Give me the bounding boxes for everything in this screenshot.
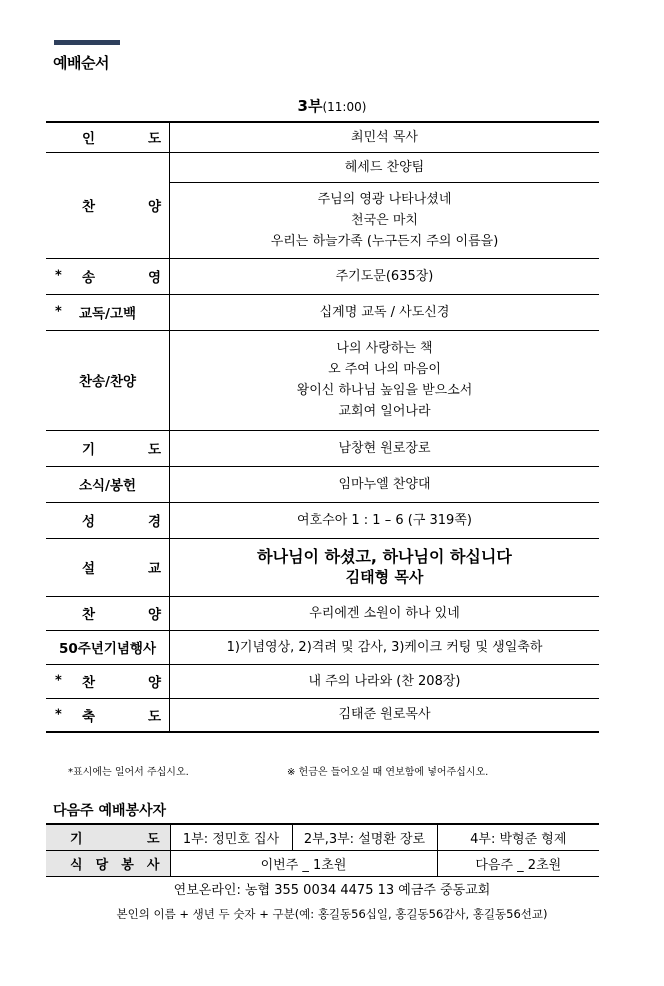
online-offering-account: 연보온라인: 농협 355 0034 4475 13 예금주 중동교회 <box>173 883 491 898</box>
order-label-char: 기 <box>82 442 96 458</box>
order-label-char: 교 <box>147 561 161 577</box>
order-label-char: 도 <box>147 442 161 458</box>
content-line: 천국은 마치 <box>351 212 418 228</box>
order-label <box>46 596 170 630</box>
order-label <box>46 466 170 502</box>
kitchen-this-week: 이번주 _ 1초원 <box>170 851 437 877</box>
order-row <box>46 122 599 152</box>
order-content <box>170 330 600 430</box>
content-line: 십계명 교독 / 사도신경 <box>319 304 450 320</box>
order-label <box>46 698 170 732</box>
content-line: 남창현 원로장로 <box>338 440 431 456</box>
order-label-char: 도 <box>147 708 161 725</box>
sermon-title: 하나님이 하셨고, 하나님이 하십니다 <box>257 547 512 566</box>
order-label-char: 경 <box>147 514 161 530</box>
prayer-row <box>46 824 599 851</box>
content-line: 여호수아 1 : 1 – 6 (구 319쪽) <box>297 512 472 528</box>
order-label <box>46 122 170 152</box>
content-line: 나의 사랑하는 책 <box>336 341 433 356</box>
order-label <box>46 664 170 698</box>
order-label-char: 축 <box>82 708 96 725</box>
order-content <box>170 596 600 630</box>
kitchen-label <box>46 851 170 877</box>
worship-order-table <box>46 121 599 733</box>
order-content <box>170 698 600 732</box>
order-content <box>170 182 600 258</box>
content-line: 주기도문(635장) <box>335 268 434 284</box>
order-content <box>170 430 600 466</box>
kitchen-label-char: 식 <box>70 858 83 873</box>
order-row <box>46 698 599 732</box>
prayer-service-2-3: 2부,3부: 설명환 장로 <box>292 824 437 851</box>
prayer-label-char: 기 <box>70 832 83 847</box>
order-row <box>46 466 599 502</box>
stand-marker: * <box>55 304 62 320</box>
content-line: 우리에겐 소원이 하나 있네 <box>309 605 460 621</box>
order-label-char: 송 <box>82 270 96 286</box>
prayer-label-char: 도 <box>146 832 160 847</box>
service-name: 3부 <box>297 97 323 115</box>
order-label <box>46 630 170 664</box>
offering-instruction: 본인의 이름 + 생년 두 숫자 + 구분(예: 홍길동56십일, 홍길동56감사, 홍길동56선교) <box>116 907 548 921</box>
order-content <box>170 294 600 330</box>
order-row <box>46 596 599 630</box>
content-line: 왕이신 하나님 높임을 받으소서 <box>296 383 473 398</box>
order-content <box>170 466 600 502</box>
order-label-text: 50주년기념행사 <box>58 641 157 657</box>
order-label-text: 찬송/찬양 <box>78 374 137 390</box>
offering-note: ※ 헌금은 들어오실 때 연보함에 넣어주십시오. <box>287 767 489 778</box>
order-label-char: 양 <box>147 199 161 215</box>
sermon-preacher: 김태형 목사 <box>345 568 424 586</box>
kitchen-label-char: 봉 <box>121 858 134 873</box>
order-row <box>46 538 599 596</box>
order-row <box>46 294 599 330</box>
order-label-text <box>46 603 169 623</box>
order-label-char: 영 <box>147 270 161 286</box>
content-line: 주님의 영광 나타나셨네 <box>317 191 452 207</box>
content-line: 오 주여 나의 마음이 <box>328 362 441 377</box>
order-label-char: 찬 <box>82 199 96 215</box>
order-content-group <box>170 152 600 182</box>
order-label-char: 인 <box>82 131 96 148</box>
order-label-char: 찬 <box>82 607 96 623</box>
content-line: 임마누엘 찬양대 <box>338 476 431 492</box>
order-label <box>46 538 170 596</box>
order-label-text <box>46 557 169 577</box>
order-row <box>46 152 599 182</box>
stand-marker: * <box>55 707 62 723</box>
order-label-text <box>46 671 169 691</box>
order-row <box>46 330 599 430</box>
content-line: 헤세드 찬양팀 <box>344 159 425 175</box>
order-row <box>46 430 599 466</box>
content-line: 최민석 목사 <box>351 129 418 145</box>
kitchen-label-char: 당 <box>95 858 109 873</box>
prayer-label <box>46 824 170 851</box>
order-label-char: 양 <box>147 607 161 623</box>
content-line: 1)기념영상, 2)격려 및 감사, 3)케이크 커팅 및 생일축하 <box>226 639 543 655</box>
kitchen-next-week: 다음주 _ 2초원 <box>437 851 599 877</box>
order-label <box>46 258 170 294</box>
order-label <box>46 152 170 258</box>
order-label-char: 찬 <box>82 675 96 691</box>
service-time: (11:00) <box>322 100 367 114</box>
order-label <box>46 294 170 330</box>
kitchen-label-char: 사 <box>146 858 160 873</box>
order-content <box>170 502 600 538</box>
next-week-heading: 다음주 예배봉사자 <box>53 803 167 819</box>
next-week-servers-table <box>46 823 599 877</box>
order-label-text <box>46 510 169 530</box>
order-label <box>46 430 170 466</box>
section-heading: 예배순서 <box>53 54 109 72</box>
service-title <box>0 95 664 116</box>
order-label-char: 설 <box>82 561 96 577</box>
order-row <box>46 502 599 538</box>
order-content <box>170 258 600 294</box>
order-label-text <box>46 705 169 725</box>
content-line: 김태준 원로목사 <box>338 707 431 723</box>
order-label-text <box>46 127 169 147</box>
order-content <box>170 664 600 698</box>
order-content <box>170 122 600 152</box>
order-label <box>46 330 170 430</box>
order-label-text: 교독/고백 <box>78 306 137 322</box>
order-label-text <box>46 266 169 286</box>
order-label-text <box>46 195 169 215</box>
prayer-service-4: 4부: 박형준 형제 <box>437 824 599 851</box>
stand-marker: * <box>55 268 62 284</box>
content-line: 내 주의 나라와 (찬 208장) <box>308 673 461 689</box>
order-label-text <box>46 438 169 458</box>
content-line: 우리는 하늘가족 (누구든지 주의 이름을) <box>270 233 499 249</box>
kitchen-row <box>46 851 599 877</box>
order-row <box>46 258 599 294</box>
order-row <box>46 630 599 664</box>
order-content <box>170 538 600 596</box>
header-accent-bar <box>54 40 120 45</box>
order-label-text: 소식/봉헌 <box>78 478 137 494</box>
stand-marker: * <box>55 673 62 689</box>
order-label-char: 성 <box>82 514 96 530</box>
order-row <box>46 664 599 698</box>
order-content <box>170 630 600 664</box>
content-line: 교회여 일어나라 <box>338 404 431 419</box>
standing-note: *표시에는 일어서 주십시오. <box>68 767 189 778</box>
order-label <box>46 502 170 538</box>
prayer-service-1: 1부: 정민호 집사 <box>170 824 292 851</box>
order-label-char: 도 <box>147 131 161 148</box>
order-label-char: 양 <box>147 675 161 691</box>
